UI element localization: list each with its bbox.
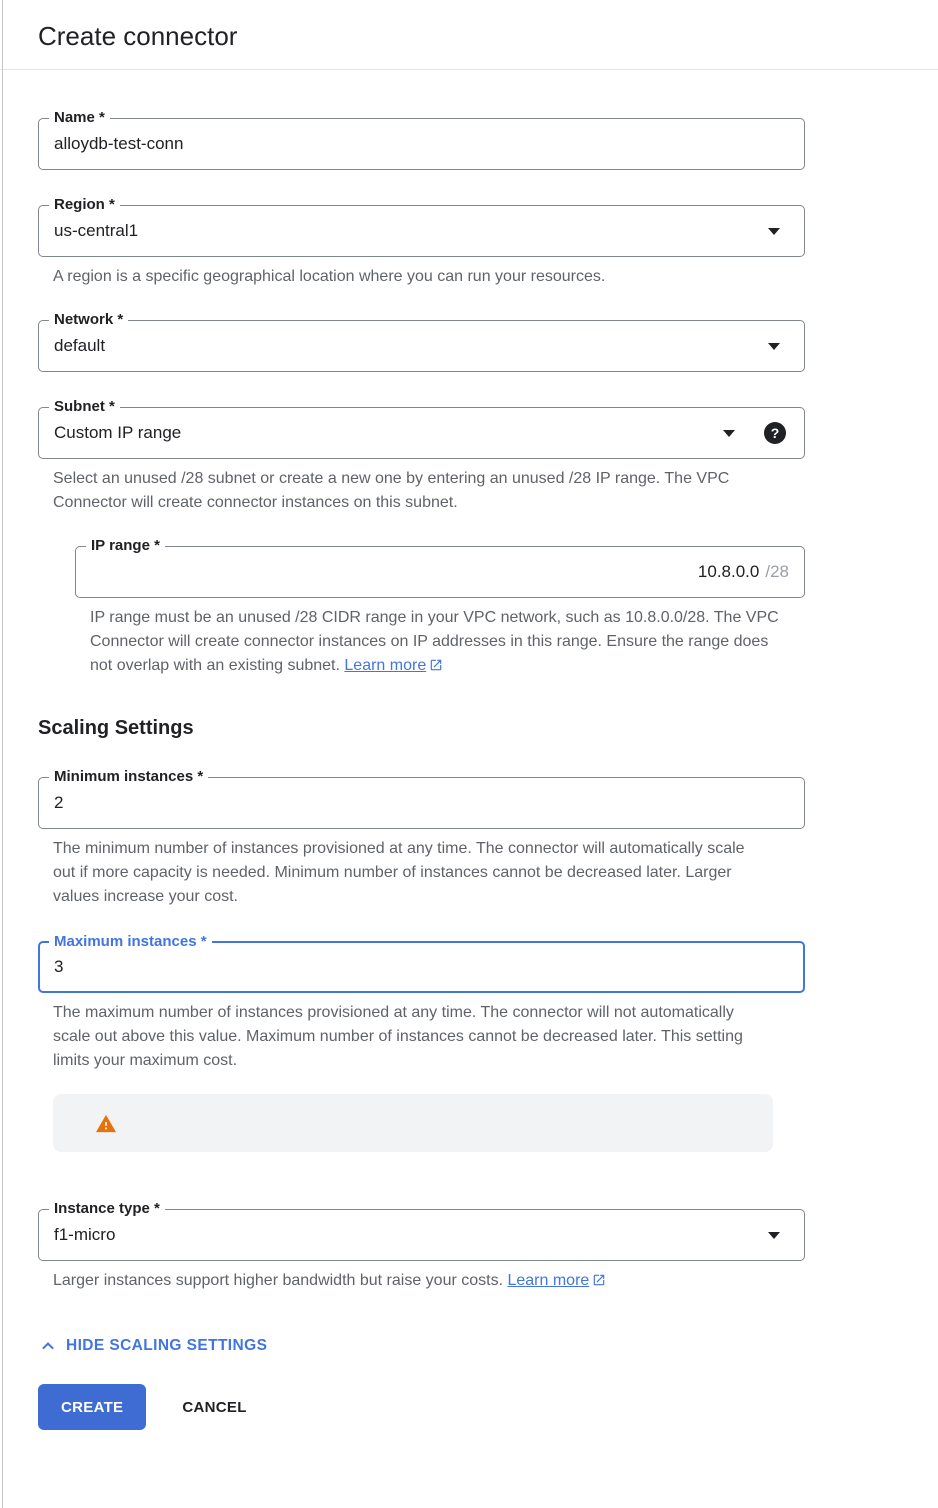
ip-range-helper-text [90, 606, 780, 680]
instance-type-value: f1-micro [54, 1225, 116, 1244]
learn-more-link[interactable]: Learn more [507, 1272, 590, 1289]
scaling-settings-heading: Scaling Settings [38, 717, 194, 739]
subnet-value: Custom IP range [54, 423, 182, 442]
subnet-select[interactable] [38, 398, 805, 459]
max-instances-row [38, 933, 805, 1073]
subnet-row [38, 398, 805, 515]
cancel-button[interactable]: CANCEL [182, 1398, 247, 1416]
region-select[interactable] [38, 196, 805, 257]
chevron-down-icon[interactable] [768, 1232, 780, 1239]
ip-range-suffix: /28 [765, 562, 789, 581]
ip-range-value-wrap [91, 562, 789, 582]
min-instances-value: 2 [54, 793, 64, 812]
panel-left-divider [2, 0, 3, 1508]
hide-scaling-settings-toggle[interactable] [38, 1336, 267, 1356]
ip-range-value: 10.8.0.0 [697, 562, 760, 581]
network-label: Network * [49, 311, 128, 329]
region-label: Region * [49, 196, 120, 214]
subnet-label: Subnet * [49, 398, 120, 416]
network-value: default [54, 336, 106, 355]
external-link-icon [429, 656, 443, 680]
chevron-up-icon [38, 1336, 58, 1356]
warning-icon [95, 1113, 117, 1138]
instance-type-label: Instance type * [49, 1200, 165, 1218]
min-instances-helper-text: The minimum number of instances provisioned at any time. The connector will automatically scale out if more capacity is needed. Minimum number of instances cannot be decreased later. Larger values increase your cost. [53, 840, 745, 905]
chevron-down-icon[interactable] [768, 228, 780, 235]
ip-range-helper-body: IP range must be an unused /28 CIDR range in your VPC network, such as 10.8.0.0/28. The VPC Connector will create connector instances on IP addresses in this range. Ensure the range does not overlap with an existing subnet. [90, 609, 779, 674]
max-instances-value: 3 [54, 957, 64, 976]
chevron-down-icon[interactable] [768, 343, 780, 350]
max-instances-field[interactable] [38, 933, 805, 993]
instance-type-row [38, 1200, 805, 1295]
form-content [0, 70, 938, 1430]
ip-range-field[interactable] [75, 537, 805, 598]
min-instances-label: Minimum instances * [49, 768, 208, 786]
page-title: Create connector [38, 21, 238, 51]
instance-type-helper-text [53, 1269, 768, 1295]
ip-range-group [75, 537, 805, 680]
min-instances-field[interactable] [38, 768, 805, 829]
action-bar [38, 1384, 805, 1430]
warning-banner [53, 1094, 773, 1152]
network-row [38, 311, 805, 372]
help-icon[interactable]: ? [764, 422, 786, 444]
ip-range-label: IP range * [86, 537, 165, 555]
name-value: alloydb-test-conn [54, 134, 184, 153]
max-instances-label: Maximum instances * [49, 933, 212, 951]
region-helper-text: A region is a specific geographical location where you can run your resources. [53, 268, 606, 285]
max-instances-helper-text: The maximum number of instances provisioned at any time. The connector will not automatically scale out above this value. Maximum number of instances cannot be decreased later. This setting limits your maximum cost. [53, 1004, 743, 1069]
region-row [38, 196, 805, 289]
name-row [38, 109, 805, 170]
name-field[interactable] [38, 109, 805, 170]
instance-type-select[interactable] [38, 1200, 805, 1261]
subnet-helper-text: Select an unused /28 subnet or create a new one by entering an unused /28 IP range. The VPC Connector will create connector instances on this subnet. [53, 470, 730, 511]
hide-scaling-settings-label: HIDE SCALING SETTINGS [66, 1337, 268, 1354]
instance-type-helper-body: Larger instances support higher bandwidth but raise your costs. [53, 1272, 504, 1289]
dialog-header [0, 0, 938, 70]
chevron-down-icon[interactable] [723, 430, 735, 437]
external-link-icon [592, 1271, 606, 1295]
create-button[interactable]: CREATE [38, 1384, 146, 1430]
region-value: us-central1 [54, 221, 139, 240]
network-select[interactable] [38, 311, 805, 372]
learn-more-link[interactable]: Learn more [344, 657, 427, 674]
name-label: Name * [49, 109, 110, 127]
min-instances-row [38, 768, 805, 909]
